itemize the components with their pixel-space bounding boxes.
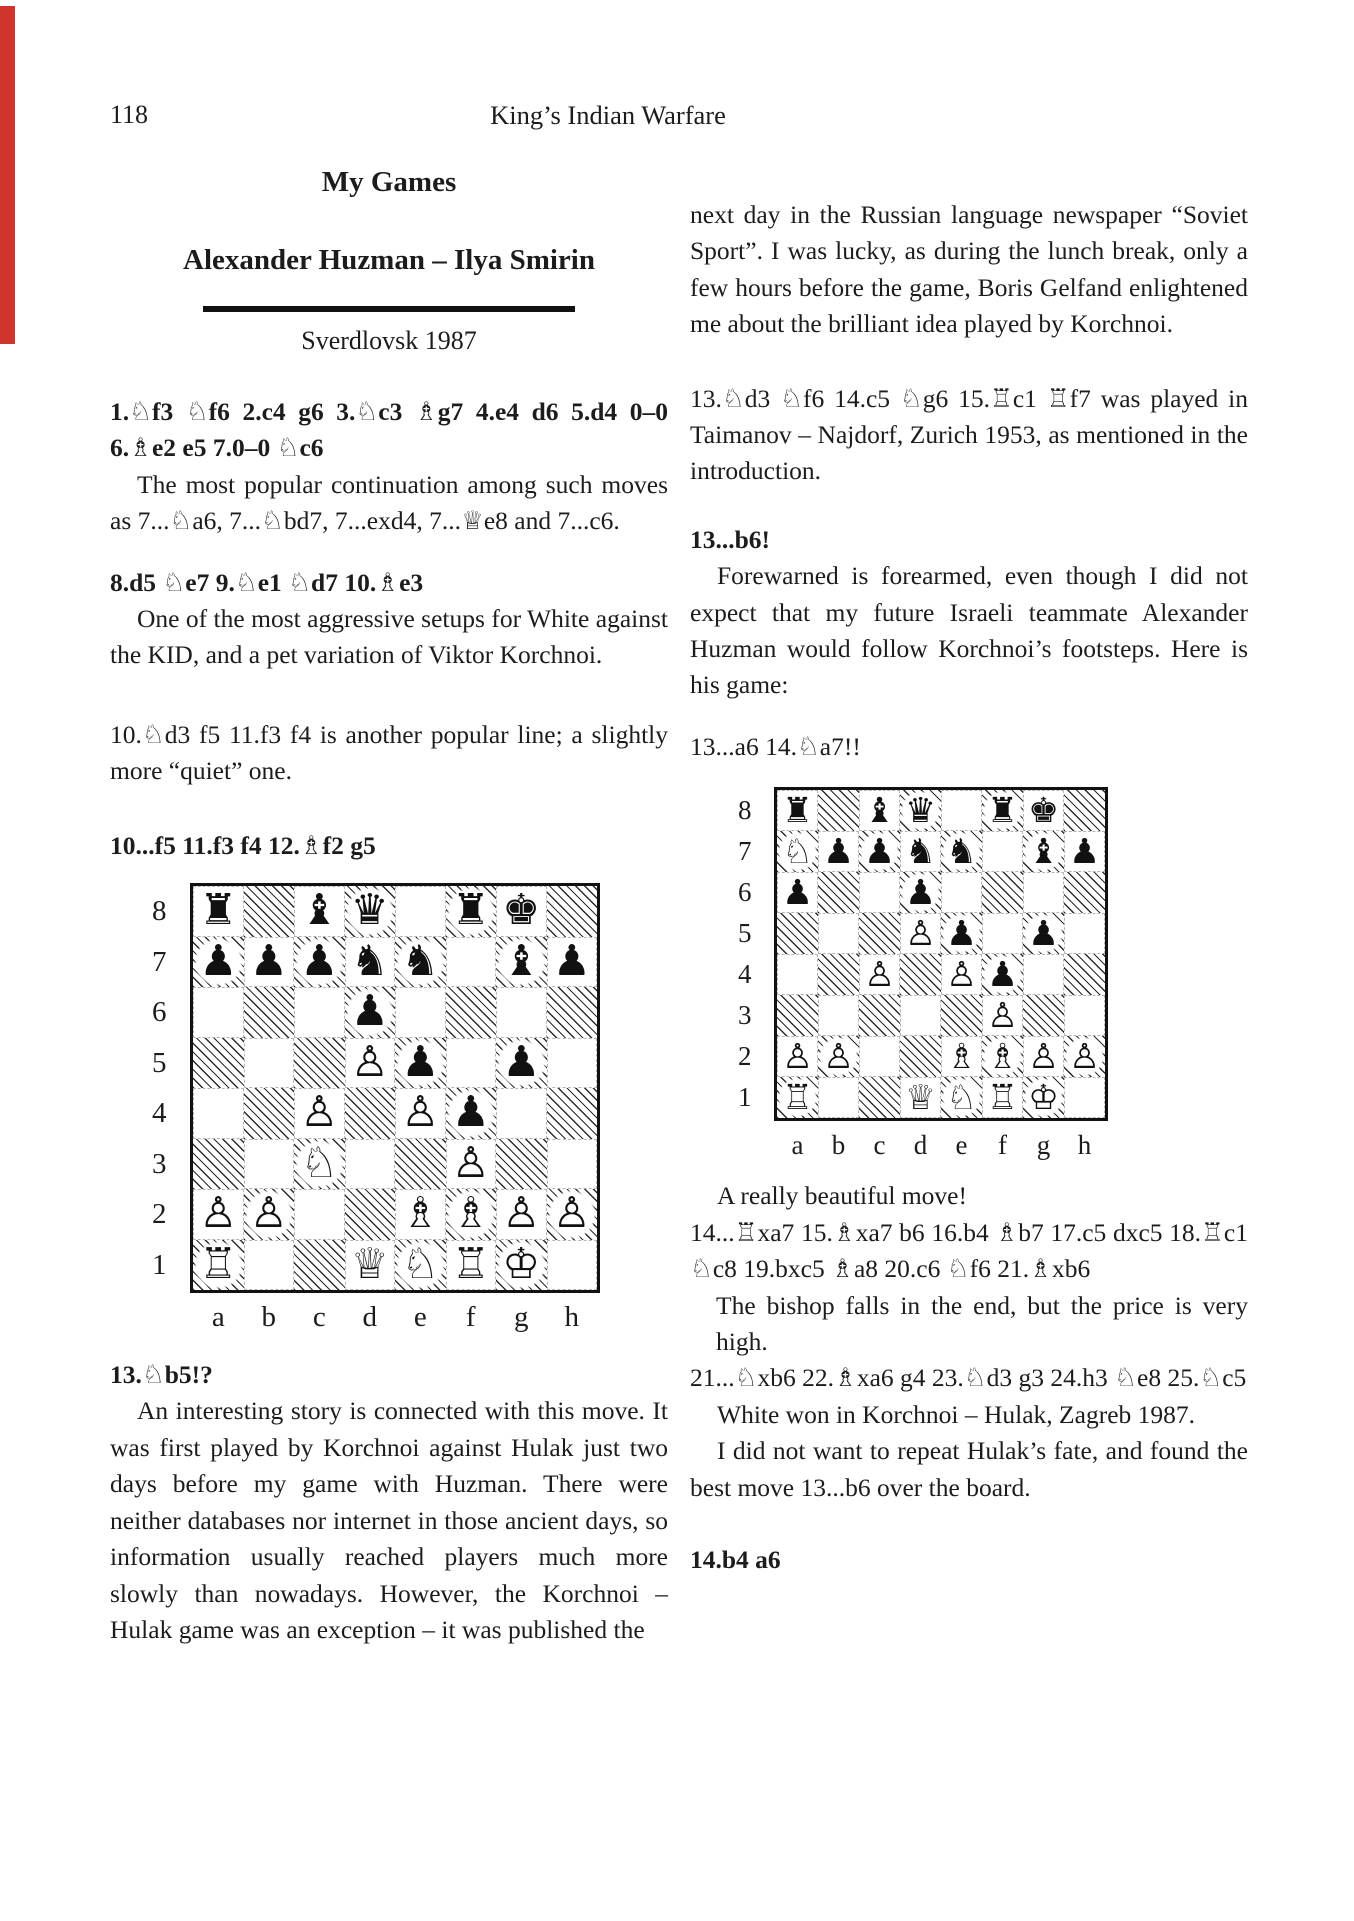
board-square xyxy=(345,1088,396,1139)
board-square xyxy=(446,1088,497,1139)
board-rank-label: 1 xyxy=(738,1082,752,1113)
chess-piece: ♙ xyxy=(905,913,936,954)
board-square xyxy=(777,872,818,913)
board-file-label: d xyxy=(362,1301,377,1334)
board-square xyxy=(547,937,598,988)
board-square xyxy=(345,987,396,1038)
board-square xyxy=(900,1077,941,1118)
section-heading: My Games xyxy=(321,166,457,198)
board-square xyxy=(446,987,497,1038)
board-square xyxy=(777,913,818,954)
board-square xyxy=(818,872,859,913)
chess-piece: ♙ xyxy=(244,1189,295,1240)
chess-piece: ♖ xyxy=(987,1077,1018,1118)
board-rank-label: 5 xyxy=(738,918,752,949)
text-paragraph: White won in Korchnoi – Hulak, Zagreb 1987. xyxy=(717,1399,1196,1429)
board-square xyxy=(777,790,818,831)
board-square xyxy=(1023,1077,1064,1118)
board-rank-label: 7 xyxy=(738,836,752,867)
board-square xyxy=(818,831,859,872)
event-line: Sverdlovsk 1987 xyxy=(301,326,477,355)
board-square xyxy=(982,790,1023,831)
chess-piece: ♙ xyxy=(401,1088,440,1138)
board-rank-label: 6 xyxy=(152,996,167,1029)
board-square xyxy=(547,1088,598,1139)
board-square xyxy=(941,954,982,995)
chess-piece: ♖ xyxy=(777,1077,818,1118)
board-square xyxy=(244,1139,295,1190)
board-square xyxy=(193,886,244,937)
board-square xyxy=(244,1189,295,1240)
book-title: King’s Indian Warfare xyxy=(490,100,726,130)
board-file-label: b xyxy=(261,1301,276,1334)
chess-piece: ♜ xyxy=(199,886,238,936)
board-square xyxy=(900,954,941,995)
board-square xyxy=(547,886,598,937)
board-square xyxy=(1064,954,1105,995)
board-square xyxy=(941,913,982,954)
chess-piece: ♖ xyxy=(193,1240,244,1291)
board-rank-label: 4 xyxy=(152,1097,167,1130)
chess-piece: ♟ xyxy=(859,831,900,872)
board-rank-label: 2 xyxy=(152,1198,167,1231)
board-file-labels xyxy=(193,1300,668,1334)
chess-piece: ♕ xyxy=(905,1077,936,1118)
board-square xyxy=(395,987,446,1038)
chess-piece: ♟ xyxy=(823,831,854,872)
chess-piece: ♟ xyxy=(193,937,244,988)
board-square xyxy=(496,1088,547,1139)
board-square xyxy=(446,1189,497,1240)
board-square xyxy=(982,995,1023,1036)
chess-piece: ♟ xyxy=(345,987,396,1038)
board-square xyxy=(859,1036,900,1077)
chess-piece: ♔ xyxy=(1023,1077,1064,1118)
board-square xyxy=(395,1240,446,1291)
chess-piece: ♟ xyxy=(941,913,982,954)
board-file-label: f xyxy=(998,1130,1007,1161)
board-file-label: e xyxy=(413,1301,427,1334)
board-square xyxy=(982,872,1023,913)
board-square xyxy=(777,1036,818,1077)
board-square xyxy=(496,886,547,937)
board-square xyxy=(244,1240,295,1291)
board-file-labels xyxy=(777,1128,1248,1162)
board-file-label: b xyxy=(831,1130,846,1161)
board-square xyxy=(818,790,859,831)
board-file-label: h xyxy=(1077,1130,1092,1161)
board-rank-label: 3 xyxy=(152,1147,167,1180)
board-square xyxy=(1064,1077,1105,1118)
chess-diagram-2 xyxy=(734,787,1248,1162)
chess-piece: ♞ xyxy=(350,936,389,986)
board-square xyxy=(446,937,497,988)
board-square xyxy=(777,1077,818,1118)
chess-piece: ♟ xyxy=(249,936,288,986)
chess-piece: ♙ xyxy=(350,1037,389,1087)
board-file-label: g xyxy=(1036,1130,1051,1161)
chess-piece: ♙ xyxy=(864,954,895,995)
board-square xyxy=(777,954,818,995)
text-paragraph: An interesting story is connected with this move. It was first played by Korchnoi against Hulak just two days before my game with Huzman. There were neither databases nor internet in those ancient days, so information usually reached players much more slowly than nowadays. However, the Korchnoi – Hulak game was an exception – it was published the xyxy=(110,1396,668,1644)
board-square xyxy=(294,1088,345,1139)
board-square xyxy=(547,1240,598,1291)
page-number: 118 xyxy=(110,100,149,129)
board-file-label: a xyxy=(211,1301,225,1334)
board-square xyxy=(345,1038,396,1089)
board-square xyxy=(193,1038,244,1089)
board-square xyxy=(244,1088,295,1139)
board-square xyxy=(395,1038,446,1089)
move-line: 14.b4 a6 xyxy=(690,1544,781,1574)
move-line: 1.♘f3 ♘f6 2.c4 g6 3.♘c3 ♗g7 4.e4 d6 5.d4 0–0 6.♗e2 e5 7.0–0 ♘c6 xyxy=(110,397,668,463)
chess-piece: ♟ xyxy=(552,936,591,986)
chess-piece: ♝ xyxy=(864,790,895,831)
board-square xyxy=(900,831,941,872)
move-line: 14...♖xa7 15.♗xa7 b6 16.b4 ♗b7 17.c5 dxc5 18.♖c1 ♘c8 19.bxc5 ♗a8 20.c6 ♘f6 21.♗xb6 xyxy=(690,1217,1248,1284)
chess-piece: ♗ xyxy=(946,1036,977,1077)
board-rank-label: 1 xyxy=(152,1248,167,1281)
board-square xyxy=(777,995,818,1036)
board-square xyxy=(446,886,497,937)
move-line: 13.♘b5!? xyxy=(110,1360,213,1390)
board-square xyxy=(193,1139,244,1190)
board-square xyxy=(1023,790,1064,831)
board-square xyxy=(1064,790,1105,831)
chess-piece: ♜ xyxy=(982,790,1023,831)
move-line: 13...b6! xyxy=(690,524,771,554)
chess-piece: ♗ xyxy=(401,1189,440,1239)
text-paragraph: 13.♘d3 ♘f6 14.c5 ♘g6 15.♖c1 ♖f7 was played in Taimanov – Najdorf, Zurich 1953, as mentioned in the introduction. xyxy=(690,383,1248,486)
chess-piece: ♛ xyxy=(345,886,396,937)
game-heading: Alexander Huzman – Ilya Smirin xyxy=(183,244,595,276)
board-file-label: e xyxy=(955,1130,968,1161)
board-square xyxy=(1064,1036,1105,1077)
move-line: 10...f5 11.f3 f4 12.♗f2 g5 xyxy=(110,830,376,860)
chess-piece: ♖ xyxy=(451,1239,490,1289)
board-rank-label: 2 xyxy=(738,1041,752,1072)
chess-piece: ♞ xyxy=(905,831,936,872)
board-rank-label: 7 xyxy=(152,945,167,978)
text-paragraph: The most popular continuation among such moves as 7...♘a6, 7...♘bd7, 7...exd4, 7...♕e8 and 7...c6. xyxy=(110,469,668,536)
board-square xyxy=(818,913,859,954)
chess-piece: ♘ xyxy=(777,831,818,872)
board-square xyxy=(294,1189,345,1240)
board-file-label: d xyxy=(913,1130,928,1161)
board-square xyxy=(941,831,982,872)
chess-piece: ♙ xyxy=(782,1036,813,1077)
board-rank-label: 8 xyxy=(152,895,167,928)
board-square xyxy=(982,831,1023,872)
move-line: 8.d5 ♘e7 9.♘e1 ♘d7 10.♗e3 xyxy=(110,567,424,597)
chess-piece: ♙ xyxy=(1028,1036,1059,1077)
board-square xyxy=(547,1189,598,1240)
chess-piece: ♙ xyxy=(818,1036,859,1077)
chess-piece: ♙ xyxy=(946,954,977,995)
chess-piece: ♙ xyxy=(199,1189,238,1239)
board-square xyxy=(900,995,941,1036)
board-square xyxy=(193,1088,244,1139)
board-file-label: f xyxy=(465,1301,476,1334)
board-square xyxy=(193,1240,244,1291)
chess-piece: ♛ xyxy=(900,790,941,831)
chess-piece: ♝ xyxy=(496,937,547,988)
heading-rule xyxy=(203,306,575,312)
board-square xyxy=(345,886,396,937)
annotation-line: A really beautiful move! xyxy=(717,1181,967,1211)
board-square xyxy=(294,937,345,988)
chess-piece: ♙ xyxy=(300,1088,339,1138)
left-column xyxy=(110,160,668,1648)
chess-piece: ♚ xyxy=(502,886,541,936)
chess-diagram-1 xyxy=(148,883,668,1334)
chapter-edge-tab xyxy=(0,6,15,344)
board-square xyxy=(547,1139,598,1190)
chess-piece: ♜ xyxy=(782,790,813,831)
board-file-label: c xyxy=(873,1130,886,1161)
board-square xyxy=(193,1189,244,1240)
board-square xyxy=(1064,913,1105,954)
board-square xyxy=(496,937,547,988)
board-square xyxy=(395,1139,446,1190)
board-square xyxy=(900,790,941,831)
board-square xyxy=(395,1189,446,1240)
board-square xyxy=(1064,831,1105,872)
chess-piece: ♔ xyxy=(496,1240,547,1291)
board-square xyxy=(859,913,900,954)
board-square xyxy=(547,1038,598,1089)
board-square xyxy=(1023,1036,1064,1077)
chess-board xyxy=(190,883,600,1293)
chess-piece: ♟ xyxy=(982,954,1023,995)
chess-piece: ♘ xyxy=(395,1240,446,1291)
board-square xyxy=(1023,831,1064,872)
board-square xyxy=(395,937,446,988)
right-column xyxy=(690,160,1248,1578)
board-square xyxy=(294,886,345,937)
board-square xyxy=(1023,872,1064,913)
chess-piece: ♘ xyxy=(294,1139,345,1190)
board-square xyxy=(345,1189,396,1240)
board-square xyxy=(982,1036,1023,1077)
board-square xyxy=(244,937,295,988)
board-square xyxy=(941,872,982,913)
chess-piece: ♜ xyxy=(446,886,497,937)
board-square xyxy=(193,987,244,1038)
chess-piece: ♟ xyxy=(446,1088,497,1139)
board-file-label: a xyxy=(791,1130,804,1161)
board-square xyxy=(941,790,982,831)
board-square xyxy=(900,872,941,913)
chess-board xyxy=(774,787,1108,1121)
chess-piece: ♕ xyxy=(350,1239,389,1289)
board-rank-label: 5 xyxy=(152,1046,167,1079)
board-square xyxy=(859,995,900,1036)
chess-piece: ♟ xyxy=(782,872,813,913)
chess-piece: ♝ xyxy=(1023,831,1064,872)
chess-piece: ♟ xyxy=(496,1038,547,1089)
chess-piece: ♟ xyxy=(294,937,345,988)
board-square xyxy=(818,954,859,995)
board-rank-label: 3 xyxy=(738,1000,752,1031)
board-square xyxy=(818,995,859,1036)
chess-piece: ♟ xyxy=(395,1038,446,1089)
board-square xyxy=(496,1189,547,1240)
board-file-label: h xyxy=(564,1301,579,1334)
board-rank-labels xyxy=(734,787,774,1118)
board-square xyxy=(1023,954,1064,995)
chess-piece: ♝ xyxy=(300,886,339,936)
board-square xyxy=(496,1240,547,1291)
board-square xyxy=(859,1077,900,1118)
chess-piece: ♞ xyxy=(395,937,446,988)
board-square xyxy=(547,987,598,1038)
board-square xyxy=(941,1036,982,1077)
board-square xyxy=(294,1038,345,1089)
board-square xyxy=(818,1036,859,1077)
board-square xyxy=(777,831,818,872)
text-paragraph: 10.♘d3 f5 11.f3 f4 is another popular line; a slightly more “quiet” one. xyxy=(110,719,668,786)
board-square xyxy=(982,954,1023,995)
chess-piece: ♙ xyxy=(502,1189,541,1239)
board-square xyxy=(345,937,396,988)
board-square xyxy=(1023,995,1064,1036)
board-square xyxy=(395,886,446,937)
move-line: 21...♘xb6 22.♗xa6 g4 23.♘d3 g3 24.h3 ♘e8 25.♘c5 xyxy=(690,1363,1247,1393)
board-square xyxy=(859,954,900,995)
board-square xyxy=(859,790,900,831)
chess-piece: ♞ xyxy=(941,831,982,872)
board-square xyxy=(1023,913,1064,954)
chess-piece: ♗ xyxy=(446,1189,497,1240)
board-square xyxy=(1064,995,1105,1036)
chess-piece: ♙ xyxy=(547,1189,598,1240)
board-rank-label: 6 xyxy=(738,877,752,908)
board-square xyxy=(294,1139,345,1190)
board-square xyxy=(244,987,295,1038)
board-square xyxy=(941,1077,982,1118)
text-paragraph: next day in the Russian language newspaper “Soviet Sport”. I was lucky, as during the lunch break, only a few hours before the game, Boris Gelfand enlightened me about the brilliant idea played by Korchnoi. xyxy=(690,200,1248,339)
board-square xyxy=(244,1038,295,1089)
chess-piece: ♟ xyxy=(1069,831,1100,872)
board-square xyxy=(859,831,900,872)
text-paragraph: Forewarned is forearmed, even though I did not expect that my future Israeli teammate Alexander Huzman would follow Korchnoi’s footsteps. Here is his game: xyxy=(690,561,1248,700)
chess-piece: ♟ xyxy=(900,872,941,913)
chess-piece: ♘ xyxy=(941,1077,982,1118)
chess-piece: ♗ xyxy=(982,1036,1023,1077)
board-file-label: g xyxy=(514,1301,529,1334)
board-rank-labels xyxy=(148,883,190,1290)
board-square xyxy=(294,987,345,1038)
board-square xyxy=(446,1038,497,1089)
chess-piece: ♙ xyxy=(987,995,1018,1036)
board-rank-label: 4 xyxy=(738,959,752,990)
chess-piece: ♙ xyxy=(451,1138,490,1188)
board-square xyxy=(496,1038,547,1089)
move-line: 13...a6 14.♘a7!! xyxy=(690,731,861,761)
board-square xyxy=(1064,872,1105,913)
board-square xyxy=(496,987,547,1038)
board-square xyxy=(900,1036,941,1077)
board-square xyxy=(395,1088,446,1139)
board-square xyxy=(900,913,941,954)
board-square xyxy=(345,1139,396,1190)
board-rank-label: 8 xyxy=(738,795,752,826)
board-square xyxy=(859,872,900,913)
board-square xyxy=(244,886,295,937)
board-square xyxy=(345,1240,396,1291)
board-square xyxy=(496,1139,547,1190)
board-square xyxy=(818,1077,859,1118)
board-square xyxy=(446,1139,497,1190)
board-square xyxy=(446,1240,497,1291)
board-square xyxy=(294,1240,345,1291)
board-square xyxy=(193,937,244,988)
board-square xyxy=(982,913,1023,954)
chess-piece: ♟ xyxy=(1023,913,1064,954)
board-square xyxy=(982,1077,1023,1118)
text-paragraph: The bishop falls in the end, but the price is very high. xyxy=(716,1290,1248,1356)
chess-piece: ♙ xyxy=(1064,1036,1105,1077)
text-paragraph: I did not want to repeat Hulak’s fate, and found the best move 13...b6 over the board. xyxy=(690,1436,1248,1502)
text-paragraph: One of the most aggressive setups for White against the KID, and a pet variation of Viktor Korchnoi. xyxy=(110,604,668,670)
board-square xyxy=(941,995,982,1036)
board-file-label: c xyxy=(312,1301,326,1334)
chess-piece: ♚ xyxy=(1028,790,1059,831)
